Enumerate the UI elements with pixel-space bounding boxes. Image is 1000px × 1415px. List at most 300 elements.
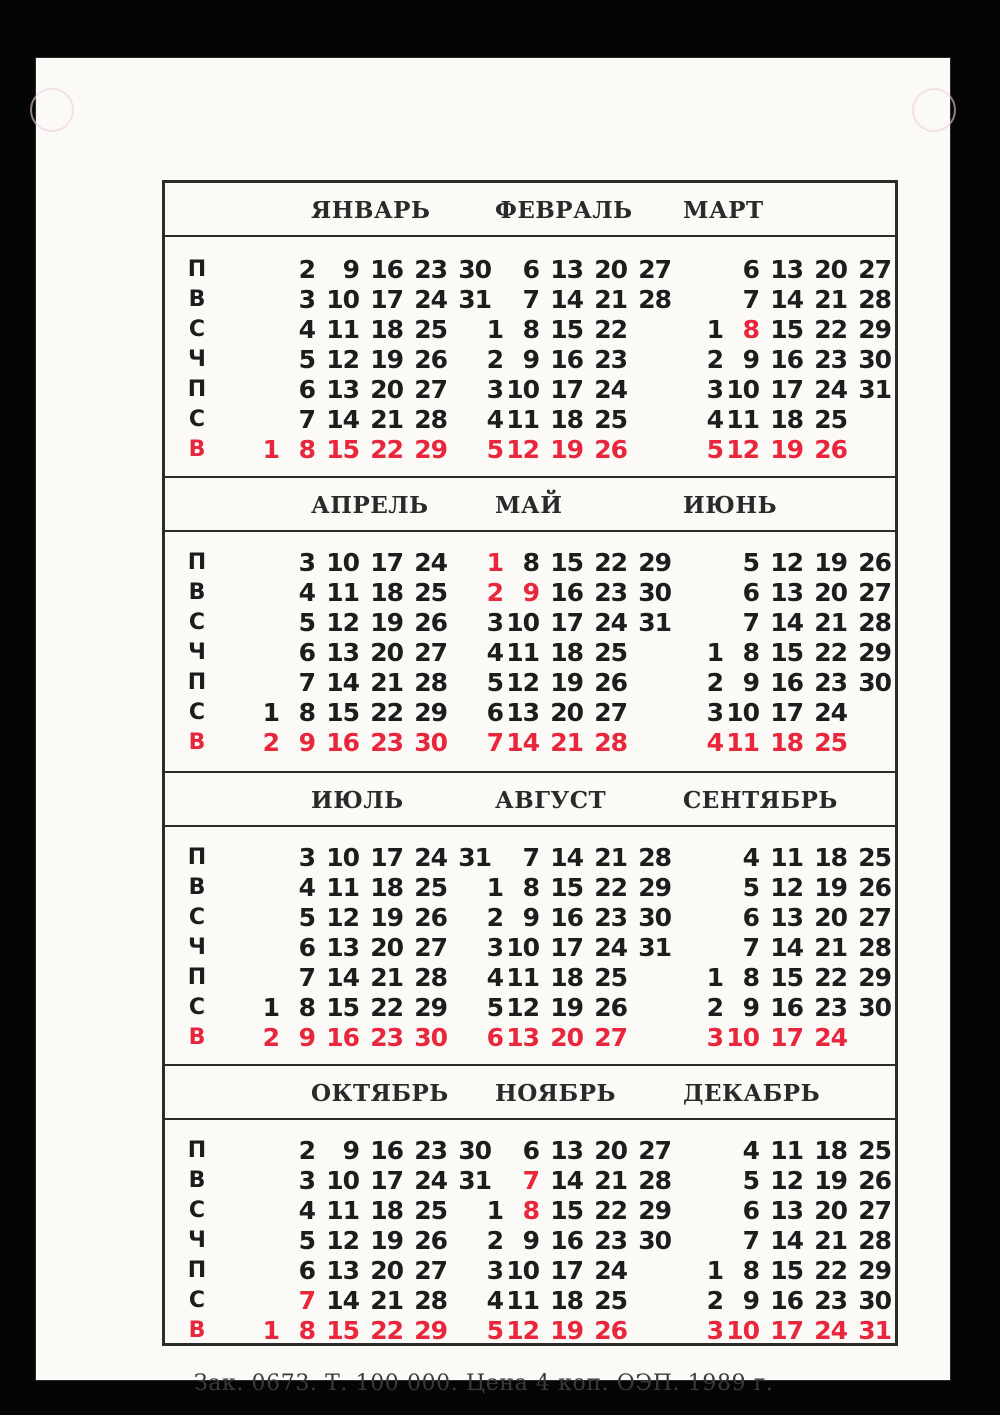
calendar-day: 8 [522,873,539,902]
calendar-day: 12 [506,993,539,1022]
calendar-day: 3 [706,1316,723,1345]
calendar-day: 27 [858,903,891,932]
calendar-day: 21 [814,608,847,637]
calendar-day: 16 [550,903,583,932]
calendar-day: 8 [742,1256,759,1285]
weekday-letter: П [187,845,207,870]
calendar-day: 27 [594,1023,627,1052]
calendar-day: 19 [814,873,847,902]
calendar-day: 8 [298,1316,315,1345]
calendar-day: 5 [298,903,315,932]
calendar-day: 13 [326,933,359,962]
calendar-day: 17 [370,1166,403,1195]
calendar-day: 22 [814,638,847,667]
calendar-day: 29 [638,548,671,577]
calendar-day: 6 [742,903,759,932]
calendar-day: 19 [370,345,403,374]
calendar-day: 14 [770,933,803,962]
calendar-day: 7 [298,405,315,434]
months-header [165,771,895,827]
calendar-day: 5 [486,435,503,464]
calendar-day: 14 [550,843,583,872]
ornament-top-left [30,88,74,132]
calendar-day: 23 [814,1286,847,1315]
calendar-day: 19 [370,903,403,932]
calendar-day: 30 [638,1226,671,1255]
calendar-day: 15 [550,548,583,577]
calendar-day: 4 [706,728,723,757]
calendar-day: 20 [814,578,847,607]
calendar-day: 24 [414,548,447,577]
calendar-day: 30 [414,728,447,757]
calendar-day: 14 [326,405,359,434]
calendar-day: 27 [414,1256,447,1285]
calendar-day: 16 [770,345,803,374]
calendar-day: 13 [770,903,803,932]
calendar-day: 9 [298,728,315,757]
calendar-day: 4 [298,578,315,607]
weekday-letter: В [188,1025,206,1050]
calendar-day: 2 [298,1136,315,1165]
calendar-day: 22 [594,548,627,577]
calendar-day: 21 [370,668,403,697]
calendar-day: 22 [594,1196,627,1225]
calendar-day: 18 [814,843,847,872]
weekday-letter: П [187,377,207,402]
calendar-day: 4 [298,315,315,344]
calendar-day: 15 [770,315,803,344]
calendar-day: 2 [706,993,723,1022]
calendar-day: 2 [486,903,503,932]
calendar-day: 1 [486,315,503,344]
calendar-day: 13 [326,638,359,667]
calendar-day: 22 [594,873,627,902]
calendar-day: 21 [594,843,627,872]
calendar-day: 24 [594,608,627,637]
weekday-letter: В [188,437,206,462]
calendar-day: 11 [506,1286,539,1315]
calendar-day: 7 [742,933,759,962]
calendar-day: 14 [506,728,539,757]
calendar-day: 30 [638,578,671,607]
weekday-letter: Ч [188,347,206,372]
calendar-day: 28 [638,1166,671,1195]
calendar-day: 18 [370,578,403,607]
calendar-day: 17 [370,843,403,872]
calendar-day: 24 [594,933,627,962]
calendar-day: 23 [370,728,403,757]
calendar-day: 3 [298,285,315,314]
calendar-day: 8 [742,963,759,992]
calendar-day: 26 [414,345,447,374]
calendar-day: 12 [770,873,803,902]
calendar-day: 10 [326,548,359,577]
calendar-day: 21 [370,963,403,992]
calendar-day: 15 [326,435,359,464]
calendar-day: 6 [486,1023,503,1052]
weekday-letter: С [188,317,206,342]
calendar-day: 10 [506,1256,539,1285]
calendar-day: 18 [550,405,583,434]
quarter-block [165,771,895,1061]
calendar-day: 12 [770,1166,803,1195]
calendar-day: 9 [522,1226,539,1255]
calendar-day: 23 [594,903,627,932]
weekday-letter: С [188,1198,206,1223]
month-name: ЯНВАРЬ [311,197,431,224]
calendar-day: 26 [594,993,627,1022]
calendar-day: 11 [326,1196,359,1225]
quarter-block [165,1064,895,1354]
calendar-day: 16 [370,1136,403,1165]
calendar-day: 8 [522,548,539,577]
weekday-letter: С [188,407,206,432]
calendar-day: 26 [414,1226,447,1255]
calendar-day: 18 [770,405,803,434]
calendar-day: 6 [522,255,539,284]
calendar-day: 30 [858,993,891,1022]
calendar-day: 10 [326,285,359,314]
calendar-day: 16 [326,728,359,757]
calendar-day: 24 [814,1316,847,1345]
weekday-letter: П [187,257,207,282]
calendar-day: 23 [370,1023,403,1052]
calendar-day: 25 [858,1136,891,1165]
calendar-day: 28 [858,1226,891,1255]
calendar-day: 3 [706,698,723,727]
calendar-day: 27 [858,578,891,607]
calendar-day: 20 [550,698,583,727]
calendar-day: 24 [414,843,447,872]
calendar-day: 29 [638,1196,671,1225]
calendar-day: 2 [262,728,279,757]
calendar-day: 7 [742,608,759,637]
calendar-day: 15 [550,873,583,902]
calendar-day: 8 [742,315,759,344]
calendar-day: 11 [506,638,539,667]
calendar-day: 6 [742,1196,759,1225]
calendar-day: 23 [594,345,627,374]
calendar-day: 17 [550,1256,583,1285]
calendar-day: 17 [770,1023,803,1052]
calendar-day: 16 [370,255,403,284]
calendar-day: 29 [414,698,447,727]
weekday-letter: С [188,610,206,635]
calendar-day: 29 [858,638,891,667]
calendar-day: 26 [414,903,447,932]
calendar-day: 11 [726,405,759,434]
calendar-day: 28 [858,285,891,314]
calendar-day: 9 [342,1136,359,1165]
calendar-day: 3 [706,1023,723,1052]
calendar-day: 1 [486,548,503,577]
calendar-day: 9 [742,1286,759,1315]
weekday-letter: Ч [188,1228,206,1253]
calendar-day: 22 [370,435,403,464]
calendar-day: 11 [326,315,359,344]
calendar-day: 14 [326,963,359,992]
calendar-day: 6 [298,933,315,962]
calendar-day: 29 [858,315,891,344]
calendar-day: 15 [770,1256,803,1285]
calendar-day: 20 [370,1256,403,1285]
calendar-day: 22 [814,1256,847,1285]
calendar-day: 19 [550,1316,583,1345]
calendar-day: 21 [370,1286,403,1315]
calendar-day: 12 [770,548,803,577]
calendar-day: 5 [486,668,503,697]
weekday-letter: Ч [188,640,206,665]
calendar-day: 4 [298,873,315,902]
calendar-day: 16 [770,668,803,697]
quarter-block [165,183,895,473]
weekday-letter: П [187,1258,207,1283]
calendar-day: 6 [298,375,315,404]
weekday-letter: В [188,1318,206,1343]
calendar-day: 7 [486,728,503,757]
calendar-day: 21 [594,1166,627,1195]
calendar-day: 31 [458,285,491,314]
month-name: АПРЕЛЬ [311,492,429,519]
calendar-day: 14 [550,1166,583,1195]
calendar-day: 19 [550,435,583,464]
calendar-day: 24 [594,1256,627,1285]
calendar-day: 13 [506,698,539,727]
calendar-day: 21 [594,285,627,314]
calendar-day: 30 [858,345,891,374]
calendar-day: 22 [814,963,847,992]
calendar-day: 14 [770,1226,803,1255]
calendar-day: 20 [370,375,403,404]
calendar-day: 2 [298,255,315,284]
calendar-day: 29 [414,435,447,464]
weekday-letter: П [187,550,207,575]
calendar-day: 23 [814,993,847,1022]
calendar-day: 12 [506,435,539,464]
calendar-day: 21 [814,285,847,314]
calendar-day: 26 [858,1166,891,1195]
calendar-day: 22 [370,993,403,1022]
calendar-day: 19 [814,548,847,577]
calendar-day: 27 [414,638,447,667]
calendar-day: 24 [814,375,847,404]
weekday-letter: В [188,287,206,312]
calendar-day: 6 [486,698,503,727]
calendar-day: 13 [550,255,583,284]
calendar-day: 1 [262,435,279,464]
calendar-day: 8 [298,698,315,727]
calendar-day: 19 [770,435,803,464]
calendar-day: 27 [638,255,671,284]
calendar-day: 15 [770,963,803,992]
month-name: ФЕВРАЛЬ [495,197,633,224]
calendar-day: 1 [262,993,279,1022]
calendar-day: 27 [414,375,447,404]
calendar-day: 23 [814,345,847,374]
calendar-day: 31 [858,375,891,404]
calendar-day: 31 [458,1166,491,1195]
calendar-day: 1 [486,873,503,902]
calendar-day: 30 [858,668,891,697]
calendar-day: 17 [770,698,803,727]
month-name: МАРТ [683,197,764,224]
calendar-day: 6 [742,578,759,607]
calendar-day: 16 [326,1023,359,1052]
calendar-grid [162,180,898,1346]
calendar-day: 6 [742,255,759,284]
calendar-day: 21 [370,405,403,434]
calendar-day: 21 [814,933,847,962]
calendar-day: 23 [414,255,447,284]
month-name: ОКТЯБРЬ [311,1080,449,1107]
calendar-day: 5 [742,873,759,902]
calendar-day: 11 [506,405,539,434]
calendar-day: 28 [858,608,891,637]
calendar-day: 7 [298,668,315,697]
month-name: АВГУСТ [495,787,607,814]
calendar-day: 28 [414,405,447,434]
calendar-day: 2 [486,345,503,374]
calendar-day: 13 [770,578,803,607]
calendar-day: 10 [726,1023,759,1052]
month-name: МАЙ [495,492,563,519]
calendar-day: 10 [726,1316,759,1345]
calendar-day: 11 [326,578,359,607]
calendar-day: 29 [414,993,447,1022]
calendar-day: 4 [486,638,503,667]
calendar-day: 14 [326,1286,359,1315]
calendar-day: 17 [550,375,583,404]
calendar-day: 25 [594,405,627,434]
calendar-day: 20 [550,1023,583,1052]
calendar-day: 27 [414,933,447,962]
calendar-day: 14 [326,668,359,697]
calendar-day: 1 [706,963,723,992]
calendar-day: 11 [326,873,359,902]
weekday-letter: С [188,995,206,1020]
calendar-day: 22 [370,1316,403,1345]
weekday-letter: П [187,1138,207,1163]
calendar-day: 5 [486,993,503,1022]
calendar-day: 13 [326,375,359,404]
calendar-day: 20 [594,1136,627,1165]
calendar-day: 13 [770,255,803,284]
calendar-day: 27 [858,1196,891,1225]
calendar-card [36,58,950,1396]
calendar-day: 31 [638,933,671,962]
print-imprint: Зак. 0673. Т. 100 000. Цена 4 коп. ОЭП. 1989 г. [194,1371,774,1396]
calendar-day: 29 [638,873,671,902]
calendar-day: 12 [326,903,359,932]
calendar-day: 25 [594,963,627,992]
calendar-day: 12 [506,1316,539,1345]
calendar-day: 4 [298,1196,315,1225]
calendar-day: 20 [370,933,403,962]
calendar-day: 19 [370,1226,403,1255]
calendar-day: 5 [742,1166,759,1195]
calendar-day: 28 [414,1286,447,1315]
calendar-day: 3 [486,1256,503,1285]
calendar-day: 1 [262,1316,279,1345]
calendar-day: 25 [414,315,447,344]
quarter-block [165,476,895,766]
calendar-day: 2 [706,1286,723,1315]
calendar-day: 13 [506,1023,539,1052]
calendar-day: 28 [594,728,627,757]
calendar-day: 11 [506,963,539,992]
calendar-day: 18 [550,638,583,667]
months-header [165,476,895,532]
calendar-day: 5 [706,435,723,464]
calendar-day: 18 [770,728,803,757]
calendar-day: 12 [326,608,359,637]
month-name: ИЮЛЬ [311,787,404,814]
months-header [165,183,895,237]
calendar-day: 28 [858,933,891,962]
calendar-day: 9 [522,578,539,607]
calendar-day: 7 [522,1166,539,1195]
calendar-day: 20 [370,638,403,667]
weekday-letter: П [187,670,207,695]
calendar-day: 13 [326,1256,359,1285]
calendar-day: 3 [486,375,503,404]
calendar-day: 14 [550,285,583,314]
calendar-day: 9 [522,345,539,374]
calendar-day: 28 [638,285,671,314]
calendar-day: 2 [706,668,723,697]
calendar-day: 26 [594,668,627,697]
calendar-day: 23 [414,1136,447,1165]
calendar-day: 9 [522,903,539,932]
calendar-day: 15 [326,698,359,727]
calendar-day: 22 [594,315,627,344]
calendar-day: 10 [506,933,539,962]
calendar-day: 19 [550,668,583,697]
calendar-day: 14 [770,608,803,637]
calendar-day: 24 [414,285,447,314]
calendar-day: 4 [706,405,723,434]
calendar-day: 3 [298,843,315,872]
calendar-day: 15 [550,315,583,344]
calendar-day: 30 [858,1286,891,1315]
calendar-day: 4 [742,1136,759,1165]
calendar-day: 9 [298,1023,315,1052]
calendar-day: 9 [342,255,359,284]
calendar-day: 24 [814,1023,847,1052]
calendar-day: 5 [742,548,759,577]
calendar-day: 10 [726,698,759,727]
calendar-day: 4 [742,843,759,872]
calendar-day: 2 [262,1023,279,1052]
month-name: ИЮНЬ [683,492,778,519]
calendar-day: 2 [706,345,723,374]
calendar-day: 19 [370,608,403,637]
calendar-day: 25 [414,578,447,607]
month-name: НОЯБРЬ [495,1080,616,1107]
calendar-day: 31 [458,843,491,872]
calendar-day: 30 [458,255,491,284]
calendar-day: 23 [594,1226,627,1255]
calendar-day: 8 [298,993,315,1022]
calendar-day: 4 [486,405,503,434]
calendar-day: 18 [370,1196,403,1225]
calendar-day: 22 [370,698,403,727]
calendar-day: 1 [262,698,279,727]
month-name: ДЕКАБРЬ [683,1080,821,1107]
calendar-day: 29 [414,1316,447,1345]
weekday-letter: В [188,580,206,605]
calendar-day: 1 [706,315,723,344]
